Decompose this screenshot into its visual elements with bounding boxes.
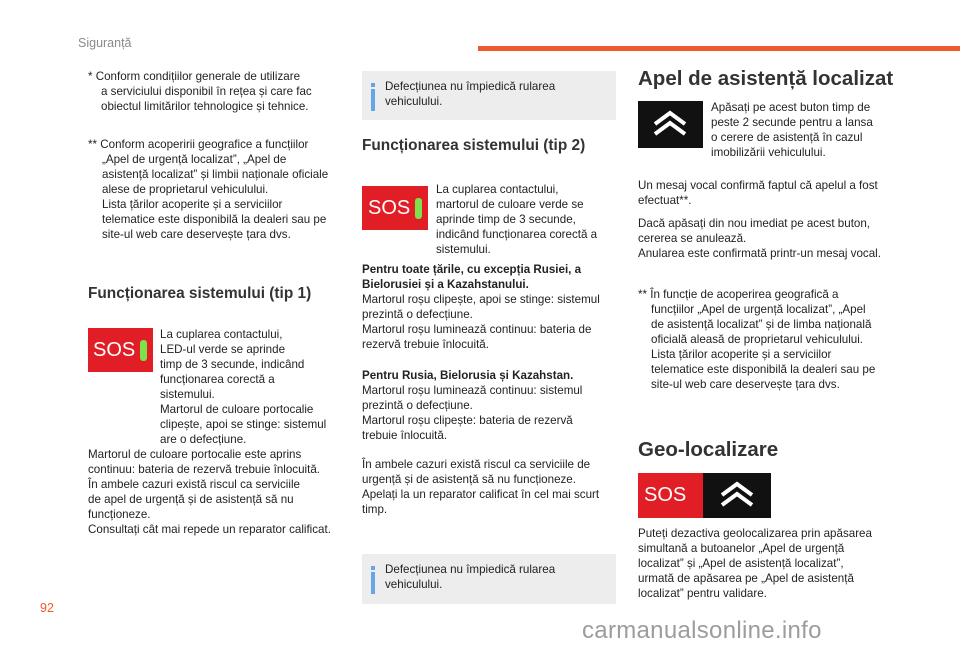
note-box-bottom <box>362 554 616 604</box>
footnote-line: Lista țărilor acoperite și a serviciilor <box>651 348 832 361</box>
text-line: continuu: bateria de rezervă trebuie înlocuită. <box>88 463 321 476</box>
text-line: indicând funcționarea corectă a <box>436 228 598 241</box>
text-line: timp. <box>362 503 388 516</box>
text-line: rezervă trebuie înlocuită. <box>362 338 489 351</box>
text-line: localizat” și „Apel de asistență localizat”, <box>638 557 844 570</box>
sos-button-type1 <box>88 328 153 372</box>
assistance-para-1 <box>638 178 900 208</box>
text-line: Apăsați pe acest buton timp de <box>711 101 871 114</box>
text-line: Martorul roșu luminează continuu: bateria de <box>362 323 592 336</box>
text-line: cererea se anulează. <box>638 232 747 245</box>
footnote-line: funcțiilor „Apel de urgență localizat”, „Apel <box>651 303 866 316</box>
page-number: 92 <box>40 601 54 615</box>
text-line: simultană a butoanelor „Apel de urgență <box>638 542 845 555</box>
footnote-line: site-ul web care deservește țara dvs. <box>651 378 840 391</box>
text-line: Martorul de culoare portocalie <box>160 403 314 416</box>
text-line: clipește, apoi se stinge: sistemul <box>160 418 327 431</box>
footnote-line: telematice este disponibilă la dealeri sau pe <box>651 363 876 376</box>
assistance-button-geo <box>703 473 771 518</box>
type2-description <box>436 182 616 257</box>
note-text <box>385 562 555 592</box>
text-line: funcționeze. <box>88 508 151 521</box>
text-line: Consultați cât mai repede un reparator calificat. <box>88 523 331 536</box>
sos-label: SOS <box>644 484 687 506</box>
assistance-chevron-icon <box>638 101 703 148</box>
text-line: de apel de urgență și de asistență să nu <box>88 493 294 506</box>
assistance-chevron-icon <box>703 473 771 518</box>
text-line: Puteți dezactiva geolocalizarea prin apăsarea <box>638 527 872 540</box>
assistance-para-2 <box>638 216 900 261</box>
sos-button-geo <box>638 473 703 518</box>
text-line: timp de 3 secunde, indicând <box>160 358 305 371</box>
heading-type1: Funcționarea sistemului (tip 1) <box>88 285 312 302</box>
footnote-line: ** În funcție de acoperirea geografică a <box>638 288 839 301</box>
text-line: trebuie înlocuită. <box>362 429 448 442</box>
footnote-line: a serviciului disponibil în rețea și care fac <box>101 85 312 98</box>
footnote-line: de asistență localizat” și de limba națională <box>651 318 872 331</box>
type2-section-c <box>362 457 618 517</box>
bold-line: Pentru toate țările, cu excepția Rusiei, a <box>362 263 582 276</box>
text-line: vehiculului. <box>385 95 443 108</box>
text-line: Defecțiunea nu împiedică rularea <box>385 80 556 93</box>
info-icon <box>371 89 375 111</box>
assistance-footnote <box>638 287 900 392</box>
text-line: peste 2 secunde pentru a lansa <box>711 116 873 129</box>
text-line: sistemului. <box>436 243 491 256</box>
text-line: La cuplarea contactului, <box>160 328 283 341</box>
section-title: Siguranță <box>78 36 132 50</box>
sos-label: SOS <box>368 197 411 219</box>
text-line: Martorul roșu clipește, apoi se stinge: sistemul <box>362 293 600 306</box>
text-line: Dacă apăsați din nou imediat pe acest buton, <box>638 217 871 230</box>
heading-geolocation: Geo-localizare <box>638 438 779 461</box>
assistance-description <box>711 100 896 160</box>
text-line: martorul de culoare verde se <box>436 198 584 211</box>
text-line: Martorul roșu luminează continuu: sistemul <box>362 384 583 397</box>
text-line: urgență și de asistență să nu funcționeze. <box>362 473 576 486</box>
footnote-line: ** Conform acoperirii geografice a funcțiilor <box>88 138 309 151</box>
bold-line: Bielorusiei și a Kazahstanului. <box>362 278 529 291</box>
text-line: prezintă o defecțiune. <box>362 308 473 321</box>
geolocation-para <box>638 526 900 601</box>
type1-description <box>160 327 350 447</box>
info-icon <box>371 572 375 594</box>
green-led-icon <box>140 340 147 361</box>
footnote-line: Lista țărilor acoperite și a serviciilor <box>102 198 283 211</box>
note-text <box>385 79 555 109</box>
bold-line: Pentru Rusia, Bielorusia și Kazahstan. <box>362 369 574 382</box>
header-accent-bar <box>478 46 960 51</box>
footnote-line: * Conform condițiilor generale de utilizare <box>88 70 301 83</box>
sos-button-type2 <box>362 186 428 230</box>
watermark: carmanualsonline.info <box>582 617 822 644</box>
footnote-1 <box>88 69 348 114</box>
text-line: vehiculului. <box>385 578 443 591</box>
footnote-line: oficială aleasă de proprietarul vehiculului. <box>651 333 864 346</box>
text-line: urmată de apăsarea pe „Apel de asistență <box>638 572 854 585</box>
footnote-line: „Apel de urgență localizat”, „Apel de <box>102 153 287 166</box>
text-line: efectuat**. <box>638 194 692 207</box>
footnote-line: obiectul limitărilor tehnologice și tehnice. <box>101 100 309 113</box>
text-line: prezintă o defecțiune. <box>362 399 473 412</box>
note-box-top <box>362 71 616 120</box>
type1-body <box>88 447 353 537</box>
footnote-line: alese de proprietarul vehiculului. <box>102 183 269 196</box>
footnote-line: asistență localizat” și limbii naționale oficiale <box>102 168 329 181</box>
text-line: Martorul roșu clipește: bateria de rezervă <box>362 414 573 427</box>
text-line: aprinde timp de 3 secunde, <box>436 213 576 226</box>
text-line: Un mesaj vocal confirmă faptul că apelul a fost <box>638 179 878 192</box>
text-line: sistemului. <box>160 388 215 401</box>
text-line: o cerere de asistență în cazul <box>711 131 863 144</box>
assistance-button <box>638 101 703 148</box>
footnote-line: site-ul web care deservește țara dvs. <box>102 228 291 241</box>
text-line: localizat” pentru validare. <box>638 587 767 600</box>
text-line: La cuplarea contactului, <box>436 183 559 196</box>
text-line: Defecțiunea nu împiedică rularea <box>385 563 556 576</box>
text-line: Anularea este confirmată printr-un mesaj vocal. <box>638 247 881 260</box>
sos-label: SOS <box>93 339 136 361</box>
green-led-icon <box>415 198 422 219</box>
footnote-line: telematice este disponibilă la dealeri sau pe <box>102 213 327 226</box>
type2-section-b <box>362 368 618 443</box>
heading-type2: Funcționarea sistemului (tip 2) <box>362 137 586 154</box>
heading-assistance-call: Apel de asistență localizat <box>638 67 894 90</box>
text-line: Martorul de culoare portocalie este aprins <box>88 448 302 461</box>
text-line: funcționarea corectă a <box>160 373 275 386</box>
text-line: Apelați la un reparator calificat în cel mai scurt <box>362 488 600 501</box>
text-line: În ambele cazuri există riscul ca serviciile de <box>362 458 591 471</box>
text-line: imobilizării vehiculului. <box>711 146 826 159</box>
text-line: are o defecțiune. <box>160 433 247 446</box>
footnote-2 <box>88 137 350 242</box>
type2-section-a <box>362 262 618 352</box>
text-line: LED-ul verde se aprinde <box>160 343 286 356</box>
text-line: În ambele cazuri există riscul ca serviciile <box>88 478 300 491</box>
